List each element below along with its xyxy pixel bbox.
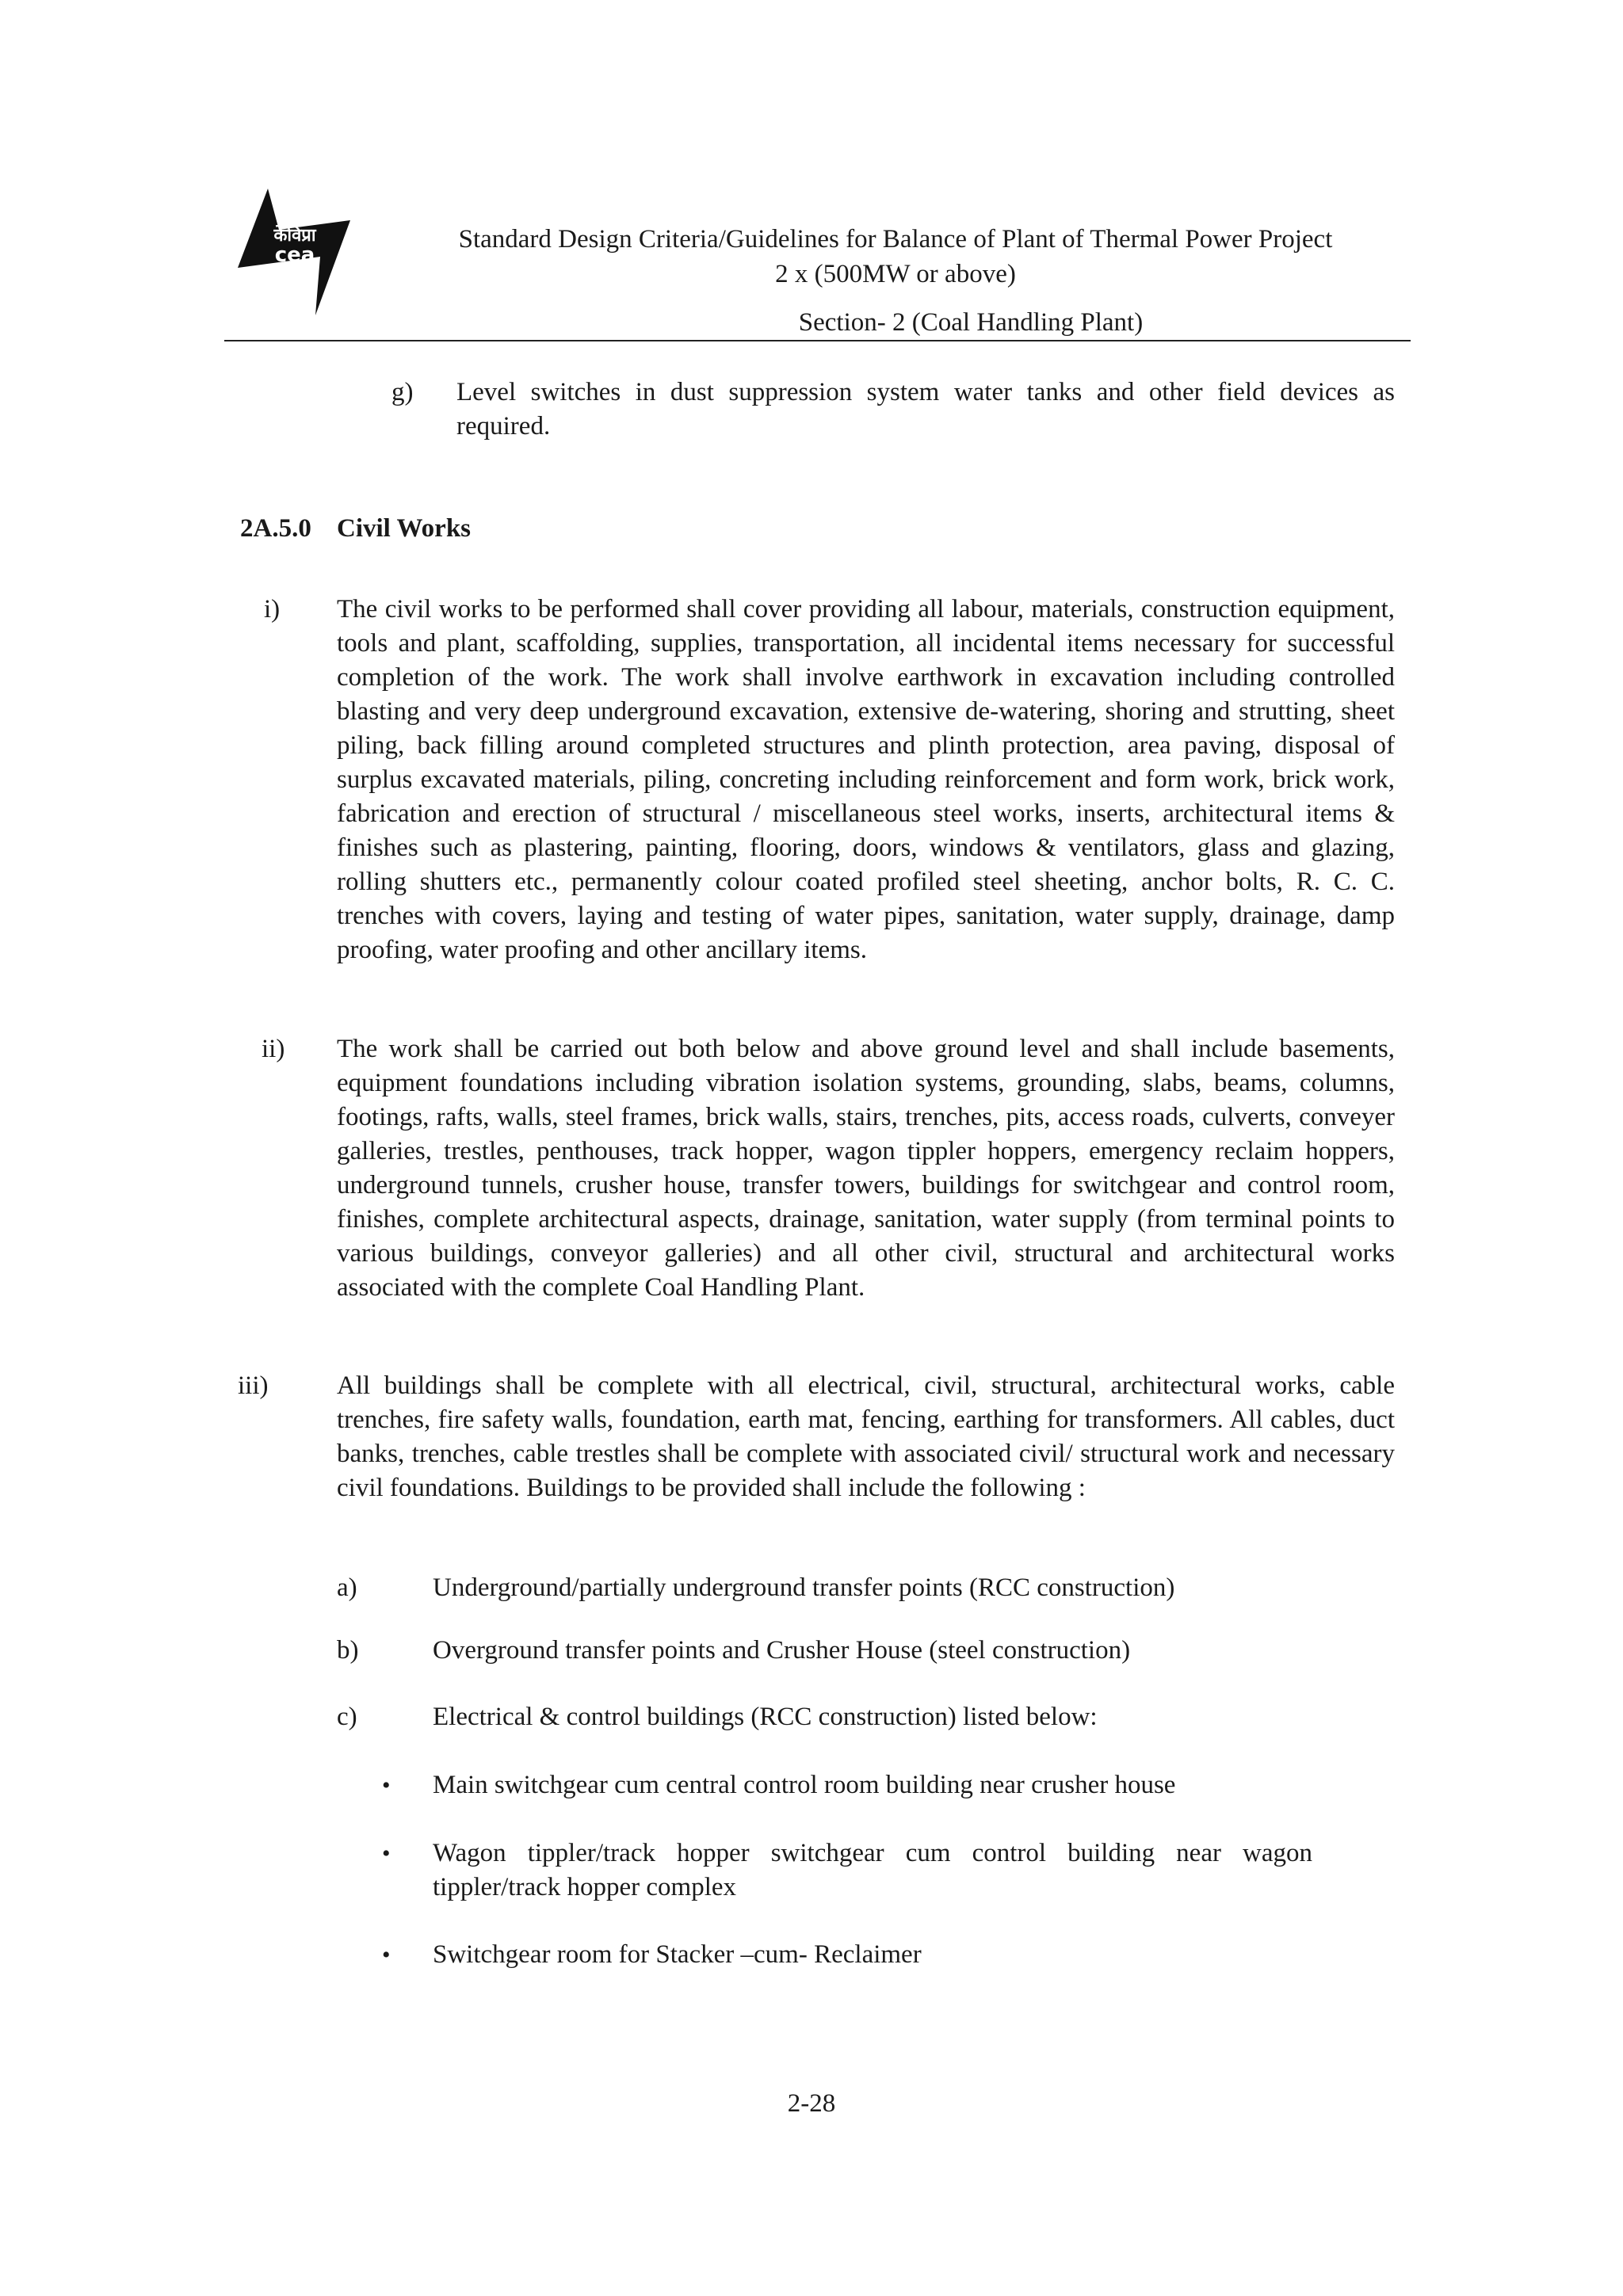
bullet-icon: •: [382, 1942, 391, 1968]
bullet-item-text: Wagon tippler/track hopper switchgear cum control building near wagon tippler/track hopper complex: [433, 1839, 1312, 1901]
sub-item-a-text: Underground/partially underground transfer points (RCC construction): [433, 1573, 1175, 1602]
bullet-item-text: Switchgear room for Stacker –cum- Reclaimer: [433, 1940, 922, 1969]
header-divider: [224, 340, 1411, 341]
header-section: Section- 2 (Coal Handling Plant): [798, 308, 1144, 337]
item-iii-text: All buildings shall be complete with all electrical, civil, structural, architectural works, cable trenches, fire safety walls, foundation, earth mat, fencing, earthing for transformers. All cables, duct banks, trenches, cable trestles shall be complete with associated civil/ structural work and necessary civil foundations. Buildings to be provided shall include the following :: [337, 1371, 1395, 1502]
item-g-text: Level switches in dust suppression system water tanks and other field devices as required.: [456, 378, 1395, 441]
sub-item-c-marker: c): [337, 1703, 357, 1731]
section-number: 2A.5.0: [240, 514, 311, 543]
page-number: 2-28: [787, 2089, 836, 2118]
sub-item-b-marker: b): [337, 1636, 359, 1665]
bullet-icon: •: [382, 1840, 391, 1867]
header-title: Standard Design Criteria/Guidelines for Balance of Plant of Thermal Power Project: [458, 225, 1333, 254]
item-ii-text: The work shall be carried out both below and above ground level and shall include basements, equipment foundations including vibration isolation systems, grounding, slabs, beams, columns, footings, rafts, walls, steel frames, brick walls, stairs, trenches, pits, access roads, culverts, conveyer galleries, trestles, penthouses, track hopper, wagon tippler hoppers, emergency reclaim hoppers, underground tunnels, crusher house, transfer towers, buildings for switchgear and control room, finishes, complete architectural aspects, drainage, sanitation, water supply (from terminal points to various buildings, conveyor galleries) and all other civil, structural and architectural works associated with the complete Coal Handling Plant.: [337, 1035, 1395, 1302]
item-i-marker: i): [264, 595, 281, 624]
header-subtitle: 2 x (500MW or above): [775, 260, 1016, 288]
sub-item-b-text: Overground transfer points and Crusher House (steel construction): [433, 1636, 1131, 1665]
bullet-item-text: Main switchgear cum central control room building near crusher house: [433, 1771, 1176, 1799]
sub-item-c-text: Electrical & control buildings (RCC construction) listed below:: [433, 1703, 1098, 1731]
svg-text:cea: cea: [274, 243, 315, 267]
item-i-text: The civil works to be performed shall cover providing all labour, materials, construction equipment, tools and plant, scaffolding, supplies, transportation, all incidental items necessary for successful completion of the work. The work shall involve earthwork in excavation including controlled blasting and very deep underground excavation, extensive de-watering, shoring and strutting, sheet piling, back filling around completed structures and plinth protection, area paving, disposal of surplus excavated materials, piling, concreting including reinforcement and form work, brick work, fabrication and erection of structural / miscellaneous steel works, inserts, architectural items & finishes such as plastering, painting, flooring, doors, windows & ventilators, glass and glazing, rolling shutters etc., permanently colour coated profiled steel sheeting, anchor bolts, R. C. C. trenches with covers, laying and testing of water pipes, sanitation, water supply, drainage, damp proofing, water proofing and other ancillary items.: [337, 595, 1395, 964]
svg-text:केविप्रा: केविप्रा: [273, 226, 316, 246]
item-g-marker: g): [391, 378, 414, 406]
item-iii-marker: iii): [238, 1371, 269, 1400]
section-heading: [240, 512, 471, 546]
bullet-icon: •: [382, 1772, 391, 1798]
sub-item-a-marker: a): [337, 1573, 357, 1602]
cea-logo-icon: [238, 189, 350, 315]
item-ii-marker: ii): [262, 1035, 285, 1063]
section-title: Civil Works: [337, 514, 472, 543]
